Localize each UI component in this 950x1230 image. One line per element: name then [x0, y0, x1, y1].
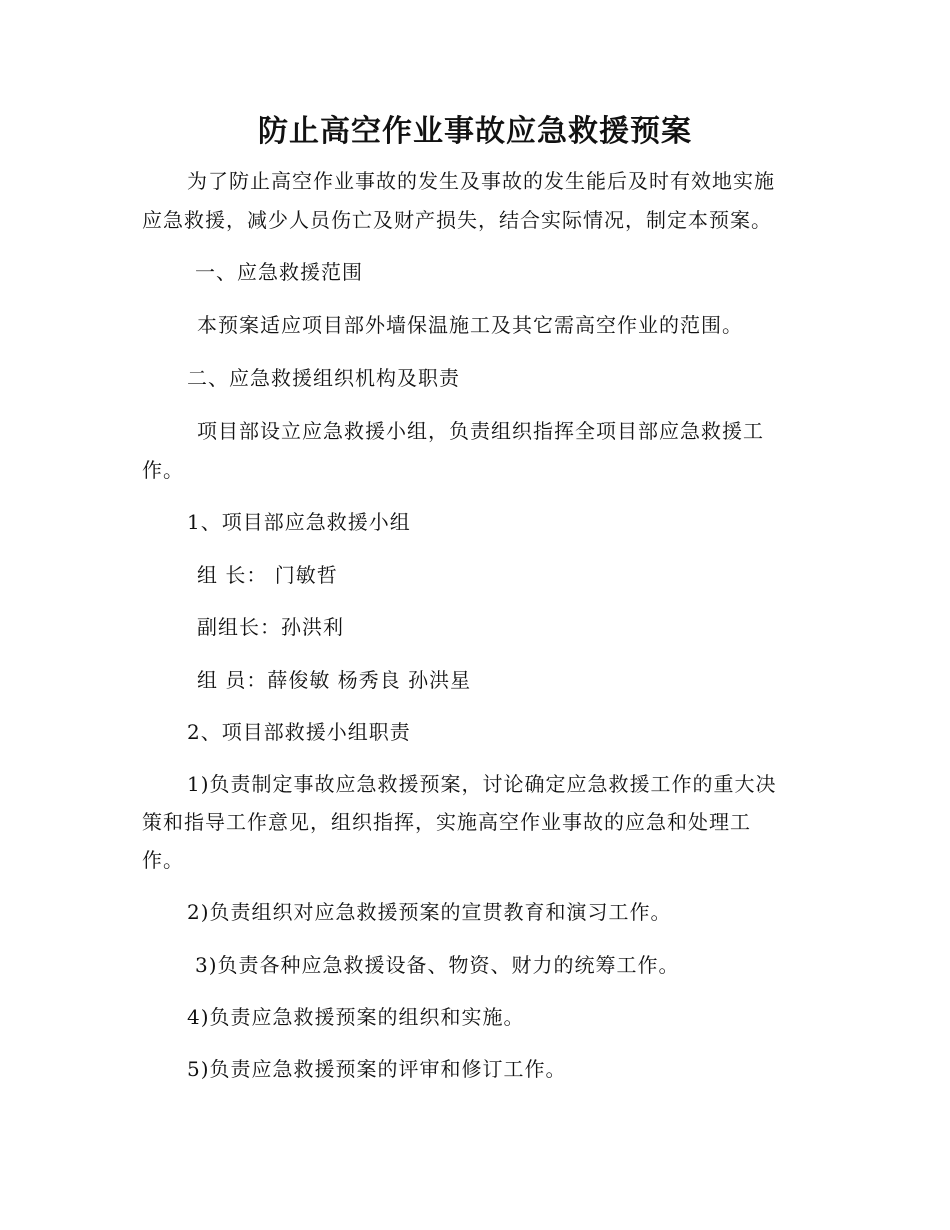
section1-body: 本预案适应项目部外墙保温施工及其它需高空作业的范围。 — [197, 313, 743, 337]
duty-5: 5)负责应急救援预案的评审和修订工作。 — [187, 1057, 567, 1081]
duty-1-line-2: 策和指导工作意见，组织指挥，实施高空作业事故的应急和处理工 — [142, 810, 751, 834]
duty-1-line-3: 作。 — [142, 848, 184, 872]
duty-2: 2)负责组织对应急救援预案的宣贯教育和演习工作。 — [187, 900, 672, 924]
duty-4: 4)负责应急救援预案的组织和实施。 — [187, 1005, 525, 1029]
document-title: 防止高空作业事故应急救援预案 — [258, 114, 692, 149]
group-heading: 1、项目部应急救援小组 — [187, 510, 411, 534]
group-deputy: 副组长：孙洪利 — [197, 615, 344, 639]
duties-heading: 2、项目部救援小组职责 — [187, 720, 411, 744]
duty-1-line-1: 1)负责制定事故应急救援预案，讨论确定应急救援工作的重大决 — [187, 772, 777, 796]
section1-heading: 一、应急救援范围 — [195, 260, 363, 284]
intro-line-2: 应急救援，减少人员伤亡及财产损失，结合实际情况，制定本预案。 — [142, 208, 772, 232]
duty-3: 3)负责各种应急救援设备、物资、财力的统筹工作。 — [195, 953, 680, 977]
group-leader: 组 长： 门敏哲 — [197, 563, 338, 587]
group-members: 组 员：薛俊敏 杨秀良 孙洪星 — [197, 668, 472, 692]
section2-body-line-1: 项目部设立应急救援小组，负责组织指挥全项目部应急救援工 — [197, 419, 764, 443]
section2-body-line-2: 作。 — [142, 458, 184, 482]
section2-heading: 二、应急救援组织机构及职责 — [187, 366, 460, 390]
intro-line-1: 为了防止高空作业事故的发生及事故的发生能后及时有效地实施 — [187, 169, 775, 193]
